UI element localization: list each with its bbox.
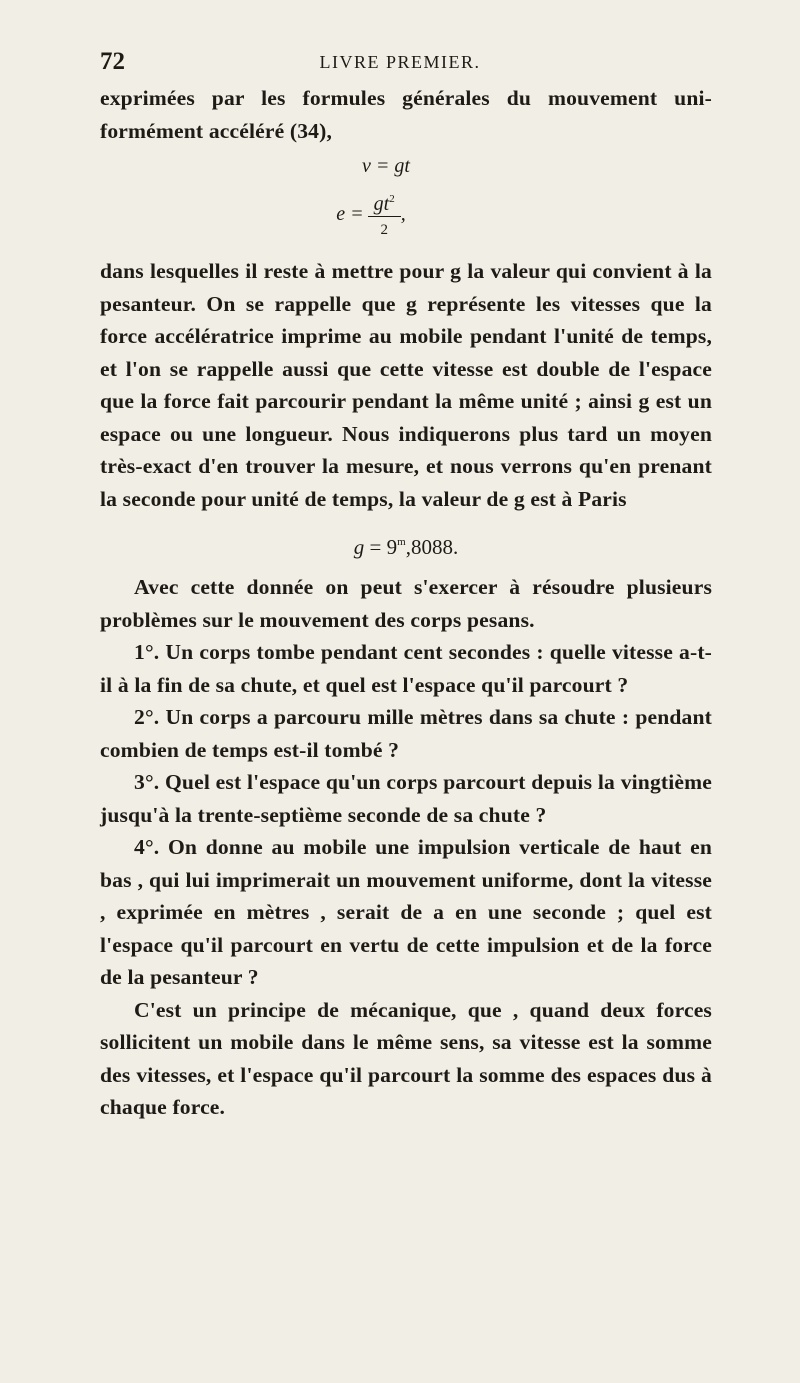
page-number: 72 bbox=[100, 48, 125, 75]
intro-text: exprimées par les formules générales du mouvement uni-formément accéléré (34), bbox=[100, 86, 712, 143]
g-decimals: ,8088. bbox=[405, 535, 459, 559]
meter-unit: m bbox=[397, 536, 406, 548]
numerator-term: gt bbox=[373, 192, 390, 215]
problem-3: 3°. Quel est l'espace qu'un corps parcourt depuis la vingtième jusqu'à la trente-septième seconde de sa chute ? bbox=[100, 770, 712, 827]
paragraph-principle: C'est un principe de mécanique, que , quand deux forces sollicitent un mobile dans le même sens, sa vitesse est la somme des vitesses, et l'espace qu'il parcourt la somme des espaces dus à chaque force. bbox=[100, 997, 712, 1119]
numerator-exponent: 2 bbox=[389, 192, 395, 205]
problem-4: 4°. On donne au mobile une impulsion verticale de haut en bas , qui lui imprimerait un mouvement uniforme, dont la vitesse , exprimée en mètres , serait de a en une seconde ; quel est l'espace qu'il parcourt en vertu de cette impulsion et de la force de la pesanteur ? bbox=[100, 835, 712, 989]
running-title: LIVRE PREMIER. bbox=[319, 52, 481, 72]
fraction-numerator bbox=[368, 188, 401, 217]
space-fraction bbox=[368, 188, 401, 241]
space-formula-lhs: e = bbox=[336, 202, 364, 225]
page-header bbox=[100, 48, 700, 76]
paragraph-gravity-value: dans lesquelles il reste à mettre pour g la valeur qui convient à la pesanteur. On se rappelle que g représente les vitesses que la force accélératrice imprime au mobile pendant l'unité de temps, et l'on se rappelle aussi que cette vitesse est double de l'espace que la force fait parcourir pendant la même unité ; ainsi g est un espace ou une longueur. Nous indiquerons plus tard un moyen très-exact d'en trouver la mesure, et nous verrons qu'en prenant la seconde pour unité de temps, la valeur de g est à Paris bbox=[100, 259, 712, 511]
g-equals: = 9 bbox=[364, 535, 398, 559]
space-formula-comma: , bbox=[400, 202, 406, 225]
paragraph-exercises-intro: Avec cette donnée on peut s'exercer à résoudre plusieurs problèmes sur le mouvement des corps pesans. bbox=[100, 575, 712, 632]
velocity-formula: v = gt bbox=[362, 155, 410, 177]
g-symbol: g bbox=[353, 535, 365, 559]
problem-2: 2°. Un corps a parcouru mille mètres dans sa chute : pendant combien de temps est-il tombé ? bbox=[100, 705, 712, 762]
fraction-denominator: 2 bbox=[380, 221, 388, 238]
problem-1: 1°. Un corps tombe pendant cent secondes : quelle vitesse a-t-il à la fin de sa chute, et quel est l'espace qu'il parcourt ? bbox=[100, 640, 712, 697]
space-formula bbox=[30, 183, 712, 245]
gravity-value-formula bbox=[100, 527, 712, 557]
page-body bbox=[100, 82, 712, 1124]
